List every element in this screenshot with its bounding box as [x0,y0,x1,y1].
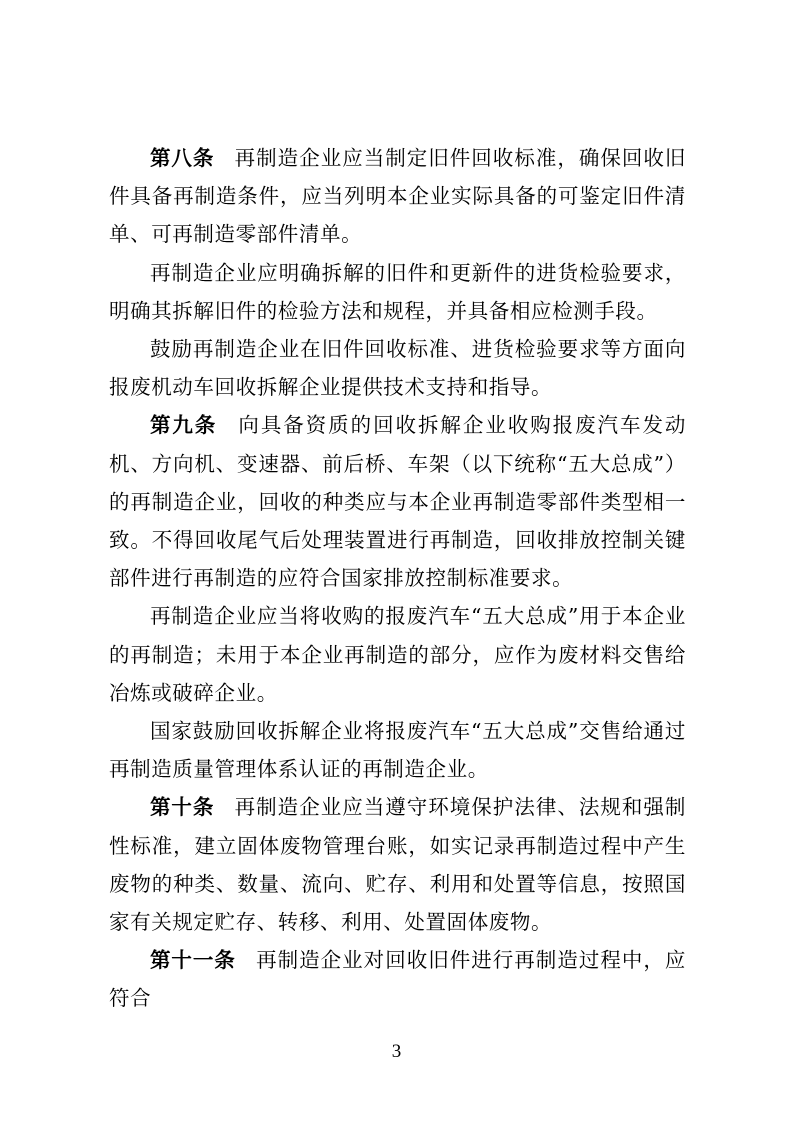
article-number: 第八条 [150,146,215,170]
paragraph [109,597,686,712]
paragraph-text: 再制造企业应当将收购的报废汽车“五大总成”用于本企业的再制造；未用于本企业再制造的部分，应作为废材料交售给冶炼或破碎企业。 [109,604,686,705]
paragraph-article-8 [109,139,686,254]
paragraph-article-11 [109,941,686,1017]
paragraph [109,254,686,330]
page-number: 3 [391,1041,402,1062]
paragraph-text: 再制造企业对回收旧件进行再制造过程中，应符合 [109,948,687,1011]
article-number: 第九条 [150,413,218,438]
paragraph-text: 再制造企业应当遵守环境保护法律、法规和强制性标准，建立固体废物管理台账，如实记录再制造过程中产生废物的种类、数量、流向、贮存、利用和处置等信息，按照国家有关规定贮存、转移、利用、处置固体废物。 [109,795,687,935]
body-text [109,139,686,1018]
paragraph-text: 国家鼓励回收拆解企业将报废汽车“五大总成”交售给通过再制造质量管理体系认证的再制造企业。 [109,719,686,782]
paragraph-text: 再制造企业应明确拆解的旧件和更新件的进货检验要求，明确其拆解旧件的检验方法和规程，并具备相应检测手段。 [109,260,686,323]
paragraph-text: 再制造企业应当制定旧件回收标准，确保回收旧件具备再制造条件，应当列明本企业实际具备的可鉴定旧件清单、可再制造零部件清单。 [109,146,687,247]
article-number: 第十条 [150,795,215,820]
paragraph-article-10 [109,788,686,941]
paragraph-text: 鼓励再制造企业在旧件回收标准、进货检验要求等方面向报废机动车回收拆解企业提供技术支持和指导。 [109,337,686,400]
paragraph [109,330,686,406]
article-number: 第十一条 [150,948,236,973]
paragraph-text: 向具备资质的回收拆解企业收购报废汽车发动机、方向机、变速器、前后桥、车架（以下统称“五大总成”）的再制造企业，回收的种类应与本企业再制造零部件类型相一致。不得回收尾气后处理装置进行再制造，回收排放控制关键部件进行再制造的应符合国家排放控制标准要求。 [109,413,687,591]
paragraph-article-9 [109,406,686,597]
paragraph [109,712,686,788]
